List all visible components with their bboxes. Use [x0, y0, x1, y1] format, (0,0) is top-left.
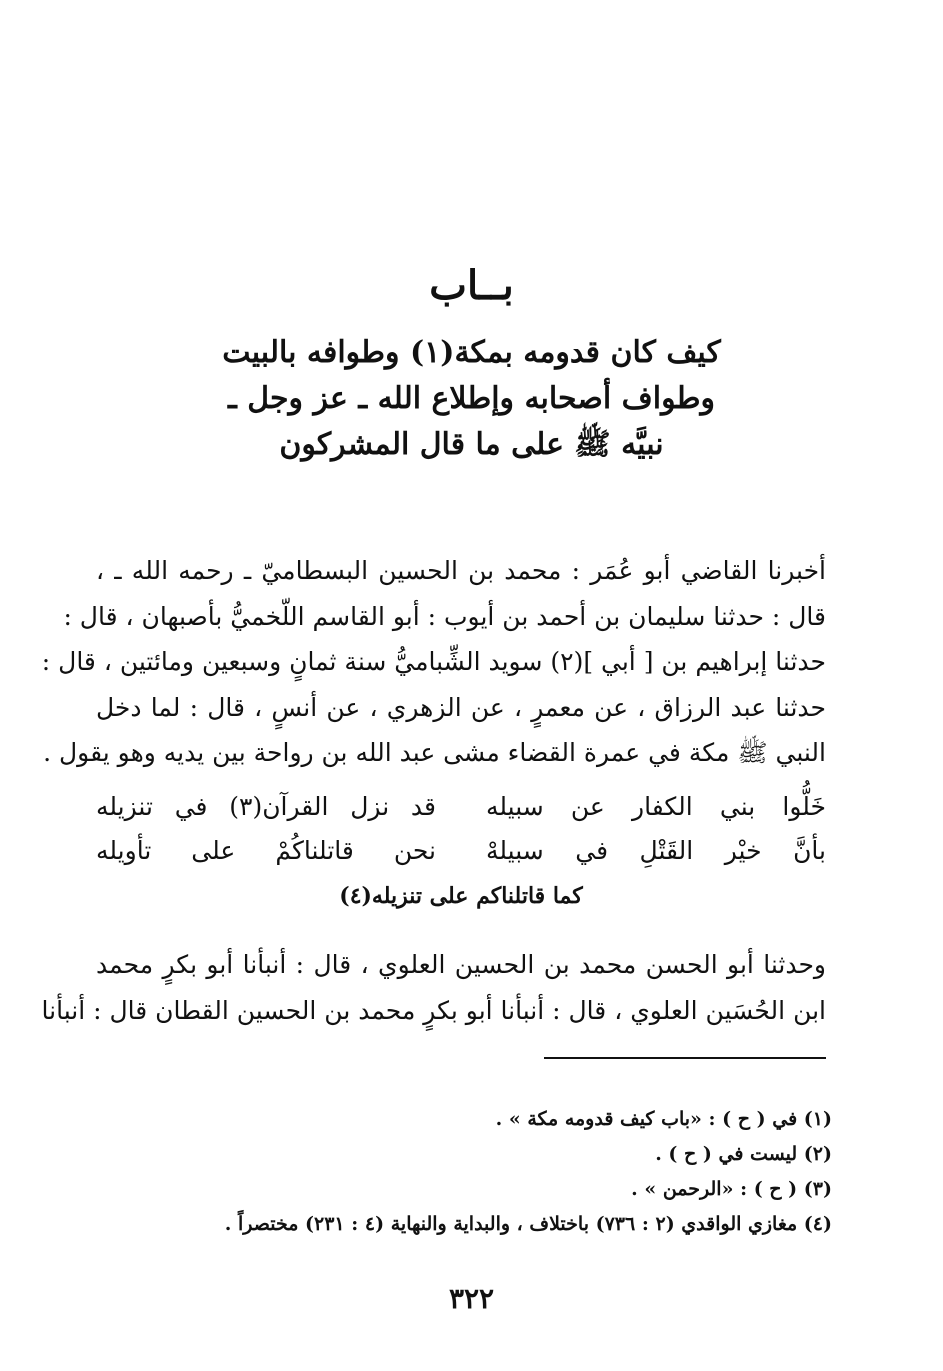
- verse-second-hemistich: قد نزل القرآن(٣) في تنزيله: [96, 792, 436, 821]
- verse: [96, 829, 826, 873]
- text-line: النبي ﷺ مكة في عمرة القضاء مشى عبد الله بن رواحة بين يديه وهو يقول .: [43, 738, 826, 767]
- chapter-heading: بــاب: [429, 262, 514, 309]
- paragraph-isnad: [41, 548, 826, 776]
- text-line: ابن الحُسَين العلوي ، قال : أنبأنا أبو بكرٍ محمد بن الحسين القطان قال : أنبأنا: [41, 995, 826, 1025]
- text-line: حدثنا إبراهيم بن [ أبي ](٢) سويد الشِّباميُّ سنة ثمانٍ وسبعين ومائتين ، قال :: [41, 647, 826, 676]
- verse: [96, 785, 826, 829]
- footnote: (٤) مغازي الواقدي (٢ : ٧٣٦) باختلاف ، والبداية والنهاية (٤ : ٢٣١) مختصراً .: [224, 1213, 832, 1235]
- footnote-separator: [544, 1057, 826, 1059]
- title-line: نبيَّه ﷺ على ما قال المشركون: [279, 427, 664, 462]
- text-line: وحدثنا أبو الحسن محمد بن الحسين العلوي ، قال : أنبأنا أبو بكرٍ محمد: [96, 950, 826, 979]
- verse-first-hemistich: بأنَّ خيْر القَتْلِ في سبيلهْ: [486, 836, 826, 865]
- paragraph-second-isnad: [41, 942, 826, 1033]
- poem: [96, 785, 826, 919]
- verse-second-hemistich: نحن قاتلناكُمْ على تأويله: [96, 836, 436, 865]
- footnote: (١) في ( ح ) : «باب كيف قدومه مكة » .: [495, 1108, 832, 1130]
- chapter-title: [0, 330, 943, 468]
- verse-first-hemistich: خَلُّوا بني الكفار عن سبيله: [486, 792, 826, 821]
- text-line: قال : حدثنا سليمان بن أحمد بن أيوب : أبو القاسم اللّخميُّ بأصبهان ، قال :: [63, 601, 826, 631]
- footnote: (٢) ليست في ( ح ) .: [655, 1143, 832, 1165]
- verse-variant-note: كما قاتلناكم على تنزيله(٤): [339, 883, 583, 909]
- title-line: كيف كان قدومه بمكة(١) وطوافه بالبيت: [222, 335, 721, 370]
- page-number: ٣٢٢: [448, 1282, 495, 1315]
- title-line: وطواف أصحابه وإطلاع الله ـ عز وجل ـ: [228, 381, 715, 416]
- footnote: (٣) ( ح ) : «الرحمن » .: [631, 1178, 832, 1200]
- footnotes: [96, 1102, 832, 1242]
- text-line: أخبرنا القاضي أبو عُمَر : محمد بن الحسين البسطاميّ ـ رحمه الله ـ ،: [96, 556, 826, 585]
- text-line: حدثنا عبد الرزاق ، عن معمرٍ ، عن الزهري ، عن أنسٍ ، قال : لما دخل: [96, 692, 826, 722]
